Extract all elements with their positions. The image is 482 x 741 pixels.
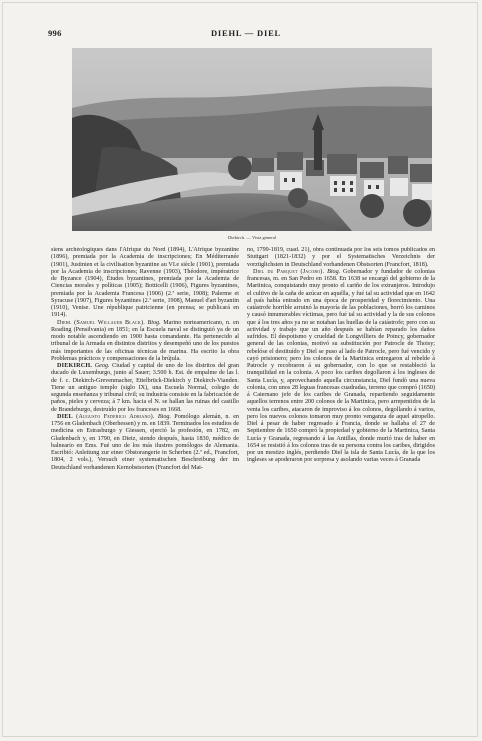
right-column	[247, 247, 435, 697]
entry-name: (Augusto Federico Adriano).	[76, 413, 155, 420]
entry-diehl-samuel	[51, 320, 239, 364]
entry-name: (Jacobo).	[300, 268, 325, 275]
figure-caption: Diekirch. — Vista general	[227, 235, 277, 240]
entry-headword: DIEKIRCH.	[57, 363, 93, 369]
entry-headword: Diel du Parquet	[253, 268, 298, 275]
left-column	[51, 247, 239, 697]
entry-abbreviation: Geog.	[94, 363, 110, 369]
entry-diel-augusto-continued: no, 1799-1819, cuad. 21), obra continuada por los seis tomos publicados en Stuttgart (1821-1832) y por el Systematisches Verzeichnis der vorzüglichsten in Deutschland vorhandenen Obstsorten (Francfort, 1818).	[247, 247, 435, 268]
entry-abbreviation: Biog.	[157, 413, 172, 420]
entry-abbreviation: Biog.	[327, 268, 341, 275]
entry-name: (Samuel Willauer Black).	[74, 319, 145, 326]
entry-text: Marino norteamericano, n. en Reading (Pensilvania) en 1851; en la Escuela naval se distinguió ya de un modo notable ascendiendo en 1900 hasta comandante. Ha pertenecido al tribunal de la Armada en distintos distritos y desempeñó uno de los puestos más importantes de las oficinas técnicas de marina. Ha escrito la obra Problemas prácticos y compensaciones de la brújula.	[51, 319, 239, 362]
entry-diel-augusto	[51, 414, 239, 472]
entry-abbreviation: Biog.	[147, 319, 161, 326]
entry-diehl-charles-continued: siens archéologiques dans l'Afrique du Nord (1894), L'Afrique byzantine (1896), premiada por la Academia de inscripciones; En Méditerranée (1901), Justinien et la civilisation byzantine au VI.e siècle (1901), premiada por la Academia de inscripciones; Ravenne (1903), Théodore, impératrice de Byzance (1904), Études byzantines, premiada por la Academia de Ciencias morales y políticas (1905); Botticelli (1906), Figures byzantines, premiada por la Academia Francesa (1906) (2.ª serie, 1908); Palerme et Syracuse (1907), Figures byzantines (2.ª serie, 1908), Manuel d'art byzantin (1910), Venise. Une république patricienne (en prensa; se publicará en 1914).	[51, 247, 239, 319]
running-title: DIEHL — DIEL	[210, 28, 282, 38]
town-view-illustration	[72, 48, 432, 231]
running-header	[48, 28, 444, 40]
entry-text: Ciudad y capital de uno de los distritos del gran ducado de Luxemburgo, junto al Sauer; 3.500 h. Est. de empalme de las l. de f. c. Diekirch-Grevenmacher, Ettelbrück-Diekirch y Diekirch-Vianden. Tiene un antiguo templo (siglo IX), una Escuela Normal, colegio de segunda enseñanza y tribunal civil; su industria consiste en la fabricación de paños, pieles y cerveza; á 7 km. hacia el N. se hallan las ruinas del castillo de Brandeburgo, destruído por los franceses en 1668.	[51, 363, 239, 413]
diekirch-photograph	[72, 48, 432, 231]
entry-headword: Diehl	[57, 319, 72, 326]
entry-headword: DIEL	[57, 413, 73, 420]
entry-text: Gobernador y fundador de colonias francesas, m. en San Pedro en 1658. En 1638 se encargó del gobierno de la Martinica, conquistando muy pronto el cariño de los extranjeros. Introdujo el cultivo de la caña de azúcar en aquélla, y fué tal su actividad que en 1642 al país había entrado en una época de prosperidad y florecimiento. Una catástrofe horrible arruinó la mayoría de las poblaciones, borró los caminos y causó innumerables víctimas, pero fué tal su actividad y la de sus colonos que á los tres años ya no se notaban las huellas de la catástrofe; pero con su actividad y trabajo que un año después se habían reparado los daños sufridos. El despotismo y crueldad de Longvilliers de Poincy, gobernador general de las colonias, motivó su substitución por Patrocle de Thoisy; rebelóse el destituído y Diel se puso al lado de Patrocle, pero fué vencido y cayó prisionero; pero los colonos de la Martinica entregaron al rebelde á Patrocle y recobraron á su gobernador, con lo que se restableció la tranquilidad en la colonia. A poco los caribes degollaron á los ingleses de Santa Lucía, y, aprovechando aquella circunstancia, Diel fundó una nueva colonia, con unos 28 leguas francesas cuadradas, terreno que compró (1650) á Caiernano jefe de los caribes de Granada, repartiendo seguidamente aquellos terrenos entre 200 colonos de la Martinica, pero arrepentidos de la venta los caribes, atacaron de improviso á los colonos, degollando á varios, pero los nuevos colonos tomaron muy pronto venganza de aquel atropello. Diel á pesar de haber regresado á Francia, donde se hallaba el 27 de Septiembre de 1650 compró la propiedad y gobierno de la Martinica, Santa Lucía y Granada, regresando á las Antillas, donde murió tras de haber en 1654 se resistió á los colonos tras de su persona contra los caribes, dirigidos por un mestizo inglés, perdiendo Diel la isla de Santa Lucía, de la que los ingleses se apoderaron por sorpresa y asolando varias veces á Granada	[247, 268, 435, 464]
entry-diekirch	[51, 363, 239, 414]
entry-diel-du-parquet	[247, 269, 435, 465]
page-number: 996	[48, 28, 62, 38]
entry-text: Pomólogo alemán, n. en 1756 en Gladenbach (Oberhessen) y m. en 1839. Terminados los estudios de medicina en Estrasburgo y Giessen, ejerció la profesión, en 1782, en Gladenbach y, en 1790, en Dietz, siendo después, hasta 1830, médico de balneario en Ems. Fué uno de los más ilustres pomólogos de Alemania. Escribió: Anleitung zur einer Obstorangerie in Scherben (2.ª ed., Francfort, 1804, 2 vols.), Versuch einer systematischen Beschreibung der im Deutschland vorhandenen Kernobstsorten (Francfort del Mai-	[51, 413, 239, 471]
